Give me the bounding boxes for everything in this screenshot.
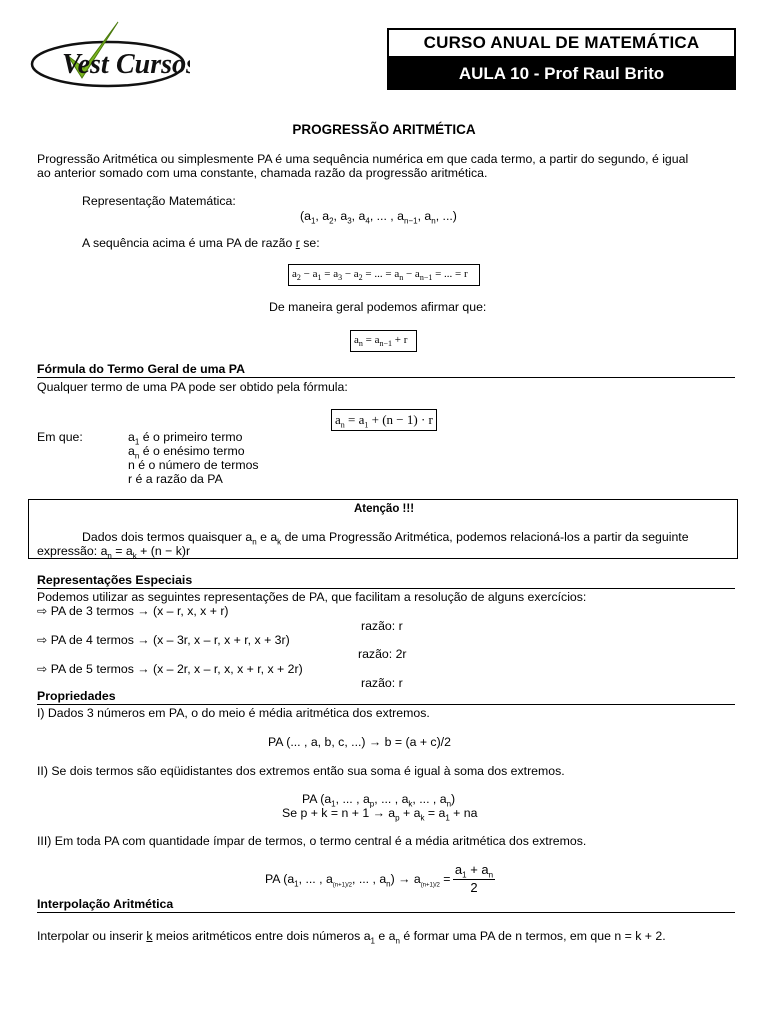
property-2: II) Se dois termos são eqüidistantes dos extremos então sua soma é igual à soma dos extremos. xyxy=(37,764,565,778)
where-item-3: n é o número de termos xyxy=(128,458,259,472)
property-2-formula-1: PA ($a_1$, ... , $a_p$, ... , $a_k$, ... , $a_n$) xyxy=(302,792,456,809)
special-ratio-4-terms: razão: 2r xyxy=(358,647,407,661)
general-formula-heading: Fórmula do Termo Geral de uma PA xyxy=(37,362,245,376)
attention-line-1: Dados dois termos quaisquer $a_n$ e $a_k$ de uma Progressão Aritmética, podemos relacioná-los a partir da seguinte xyxy=(82,530,689,547)
property-1-formula: PA (... , a, b, c, ...) → b = (a + c)/2 xyxy=(268,735,451,749)
lesson-title: AULA 10 - Prof Raul Brito xyxy=(387,58,736,90)
special-ratio-3-terms: razão: r xyxy=(361,619,403,633)
section-divider xyxy=(37,912,735,913)
where-item-2: $a_n$ é o enésimo termo xyxy=(128,444,245,461)
vestcursos-logo xyxy=(30,18,190,90)
logo-cursos-text: Cursos xyxy=(116,49,190,80)
general-term-formula: $a_n = a_1 + (n - 1) \cdot r$ xyxy=(331,409,437,431)
interpolation-text: Interpolar ou inserir k meios aritméticos entre dois números $a_1$ e $a_n$ é formar uma PA de n termos, em que n = k + 2. xyxy=(37,929,666,946)
special-item-3-terms: ⇨ PA de 3 termos → (x – r, x, x + r) xyxy=(37,604,229,618)
page-title: PROGRESSÃO ARITMÉTICA xyxy=(292,122,476,137)
property-2-formula-2: Se $p + k = n + 1 \to a_p + a_k = a_1$ + na xyxy=(282,806,478,823)
general-statement: De maneira geral podemos afirmar que: xyxy=(269,300,487,314)
logo-vest-text: Vest xyxy=(62,49,109,80)
special-heading: Representações Especiais xyxy=(37,573,193,587)
special-desc: Podemos utilizar as seguintes representações de PA, que facilitam a resolução de alguns exercícios: xyxy=(37,590,587,604)
section-divider xyxy=(37,704,735,705)
property-3-formula: PA ($a_1$, ... , $a_{(n+1)/2}$, ... , $a_n) \to a_{(n+1)/2}$ = $a_1 + a_n$ 2 xyxy=(265,862,494,895)
special-item-4-terms: ⇨ PA de 4 termos → (x – 3r, x – r, x + r, x + 3r) xyxy=(37,633,290,647)
intro-line-1: Progressão Aritmética ou simplesmente PA é uma sequência numérica em que cada termo, a partir do segundo, é igual xyxy=(37,152,689,166)
property-3: III) Em toda PA com quantidade ímpar de termos, o termo central é a média aritmética dos extremos. xyxy=(37,834,587,848)
where-item-1: $a_1$ é o primeiro termo xyxy=(128,430,243,447)
pa-condition-text: A sequência acima é uma PA de razão r se: xyxy=(82,236,320,250)
attention-title: Atenção !!! xyxy=(353,503,415,515)
special-ratio-5-terms: razão: r xyxy=(361,676,403,690)
special-item-5-terms: ⇨ PA de 5 termos → (x – 2r, x – r, x, x + r, x + 2r) xyxy=(37,662,303,676)
sequence-formula: ($a_1$, $a_2$, $a_3$, $a_4$, ... , $a_{n-1}$, $a_n$, ...) xyxy=(300,209,457,226)
course-title: CURSO ANUAL DE MATEMÁTICA xyxy=(387,28,736,58)
general-formula-desc: Qualquer termo de uma PA pode ser obtido pela fórmula: xyxy=(37,380,348,394)
representation-label: Representação Matemática: xyxy=(82,194,236,208)
ratio-definition-formula: $a_2 - a_1 = a_3 - a_2$ = ... = $a_n - a_{n-1}$ = ... = r xyxy=(288,264,480,286)
interpolation-heading: Interpolação Aritmética xyxy=(37,897,174,911)
where-item-4: r é a razão da PA xyxy=(128,472,223,486)
attention-line-2: expressão: $a_n = a_k + (n - k)r$ xyxy=(37,544,191,561)
intro-line-2: ao anterior somado com uma constante, chamada razão da progressão aritmética. xyxy=(37,166,488,180)
where-label: Em que: xyxy=(37,430,83,444)
property-1: I) Dados 3 números em PA, o do meio é média aritmética dos extremos. xyxy=(37,706,430,720)
section-divider xyxy=(37,377,735,378)
recurrence-formula: $a_n = a_{n-1} + r$ xyxy=(350,330,417,352)
properties-heading: Propriedades xyxy=(37,689,116,703)
section-divider xyxy=(37,588,735,589)
